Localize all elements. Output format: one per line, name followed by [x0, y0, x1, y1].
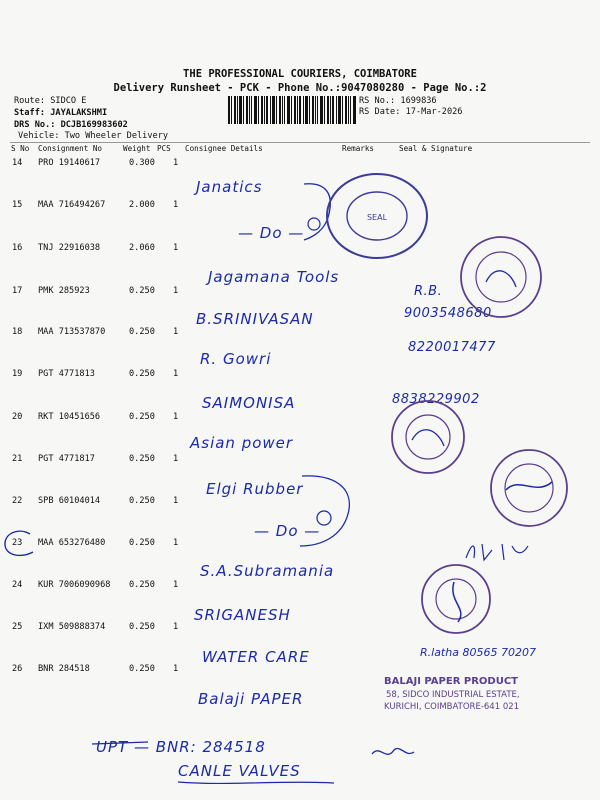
- vehicle-label: Vehicle: Two Wheeler Delivery: [18, 131, 169, 141]
- hw-phone-19: 8838229902: [392, 392, 480, 407]
- col-consignee: Consignee Details: [185, 144, 263, 153]
- hw-consignee-16: Jagamana Tools: [208, 268, 340, 286]
- hw-consignee-23: S.A.Subramania: [200, 562, 335, 580]
- row-sno: 17: [12, 286, 23, 296]
- row-weight: 0.300: [129, 158, 155, 168]
- strike-mark: [90, 736, 150, 750]
- row-consignment: BNR 284518: [38, 664, 90, 674]
- round-stamp-21: [486, 446, 572, 530]
- brace-mark-21-22: [296, 472, 356, 552]
- row-pcs: 1: [173, 622, 179, 632]
- row-sno: 19: [12, 369, 23, 379]
- col-pcs: PCS: [157, 144, 171, 153]
- hw-consignee-24: SRIGANESH: [194, 606, 291, 624]
- row-consignment: KUR 7006090968: [38, 580, 111, 590]
- runsheet-title: Delivery Runsheet - PCK - Phone No.:9047080280 - Page No.:2: [113, 82, 487, 94]
- hw-bottom-note-2: CANLE VALVES: [178, 762, 301, 780]
- row-consignment: MAA 653276480: [38, 538, 106, 548]
- hw-consignee-26: Balaji PAPER: [198, 690, 304, 708]
- row-pcs: 1: [173, 327, 179, 337]
- hw-initials: R.B.: [414, 284, 443, 299]
- row-weight: 0.250: [129, 622, 155, 632]
- row-pcs: 1: [173, 580, 179, 590]
- row-sno: 22: [12, 496, 23, 506]
- staff-label: Staff: JAYALAKSHMI: [14, 108, 108, 118]
- row-weight: 0.250: [129, 286, 155, 296]
- hw-consignee-22: — Do —: [254, 522, 321, 540]
- hw-consignee-20: Asian power: [190, 434, 294, 452]
- hw-phone-18: 8220017477: [408, 340, 496, 355]
- balaji-stamp-name: BALAJI PAPER PRODUCT: [384, 676, 518, 687]
- hw-consignee-21: Elgi Rubber: [206, 480, 304, 498]
- table-row: [0, 327, 600, 341]
- hw-consignee-18: R. Gowri: [200, 350, 272, 368]
- row-pcs: 1: [173, 496, 179, 506]
- row-pcs: 1: [173, 286, 179, 296]
- row-sno: 25: [12, 622, 23, 632]
- hw-bottom-note-1: UPT — BNR: 284518: [96, 738, 266, 756]
- row-pcs: 1: [173, 369, 179, 379]
- row-sno: 16: [12, 243, 23, 253]
- table-row: [0, 580, 600, 594]
- row-consignment: PMK 285923: [38, 286, 90, 296]
- col-consignment: Consignment No: [38, 144, 103, 153]
- barcode-graphic: [228, 96, 356, 124]
- row-consignment: PGT 4771813: [38, 369, 95, 379]
- row-pcs: 1: [173, 412, 179, 422]
- row-weight: 2.000: [129, 200, 155, 210]
- hw-receiver-25: R.latha 80565 70207: [420, 646, 536, 659]
- col-weight: Weight: [123, 144, 151, 153]
- row-sno: 15: [12, 200, 23, 210]
- hw-consignee-25: WATER CARE: [202, 648, 310, 666]
- hw-consignee-17: B.SRINIVASAN: [196, 310, 314, 328]
- table-row: [0, 412, 600, 426]
- row-sno: 21: [12, 454, 23, 464]
- row-sno: 20: [12, 412, 23, 422]
- row-weight: 0.250: [129, 454, 155, 464]
- table-row: [0, 622, 600, 636]
- drs-number: DRS No.: DCJB169983602: [14, 120, 128, 130]
- circle-mark-23: [0, 528, 40, 562]
- svg-text:SEAL: SEAL: [366, 213, 388, 222]
- hw-phone-17: 9003548680: [404, 306, 492, 321]
- row-consignment: IXM 509888374: [38, 622, 106, 632]
- row-weight: 0.250: [129, 538, 155, 548]
- row-pcs: 1: [173, 538, 179, 548]
- round-stamp-24: [418, 562, 494, 636]
- signature-bottom: [368, 740, 418, 764]
- row-consignment: TNJ 22916038: [38, 243, 101, 253]
- row-weight: 0.250: [129, 496, 155, 506]
- row-weight: 0.250: [129, 580, 155, 590]
- route-label: Route: SIDCO E: [14, 96, 87, 106]
- header-divider: [10, 142, 590, 143]
- row-weight: 0.250: [129, 664, 155, 674]
- row-weight: 0.250: [129, 412, 155, 422]
- row-weight: 0.250: [129, 369, 155, 379]
- row-weight: 2.060: [129, 243, 155, 253]
- col-seal: Seal & Signature: [399, 144, 473, 153]
- balaji-stamp-address1: 58, SIDCO INDUSTRIAL ESTATE,: [386, 690, 520, 700]
- company-title: THE PROFESSIONAL COURIERS, COIMBATORE: [183, 68, 417, 80]
- row-consignment: PGT 4771817: [38, 454, 95, 464]
- row-weight: 0.250: [129, 327, 155, 337]
- col-remarks: Remarks: [342, 144, 375, 153]
- row-sno: 26: [12, 664, 23, 674]
- rs-date: RS Date: 17-Mar-2026: [359, 107, 463, 117]
- rs-number: RS No.: 1699836: [359, 96, 437, 106]
- row-consignment: MAA 716494267: [38, 200, 106, 210]
- row-consignment: PRO 19140617: [38, 158, 101, 168]
- table-row: [0, 158, 600, 172]
- table-row: [0, 369, 600, 383]
- hw-consignee-19: SAIMONISA: [202, 394, 296, 412]
- hw-consignee-15: — Do —: [238, 224, 305, 242]
- row-sno: 14: [12, 158, 23, 168]
- row-sno: 24: [12, 580, 23, 590]
- underline-mark: [176, 778, 336, 788]
- col-sno: S No: [11, 144, 30, 153]
- signature-23: [462, 540, 532, 564]
- row-consignment: MAA 713537870: [38, 327, 106, 337]
- hw-consignee-14: Janatics: [196, 178, 263, 196]
- round-stamp-20: [388, 396, 468, 478]
- round-stamp-16: [456, 232, 546, 322]
- row-pcs: 1: [173, 158, 179, 168]
- row-pcs: 1: [173, 664, 179, 674]
- company-seal-stamp: [322, 168, 432, 264]
- row-sno: 18: [12, 327, 23, 337]
- row-pcs: 1: [173, 200, 179, 210]
- row-consignment: RKT 10451656: [38, 412, 101, 422]
- row-pcs: 1: [173, 243, 179, 253]
- row-consignment: SPB 60104014: [38, 496, 101, 506]
- balaji-stamp-address2: KURICHI, COIMBATORE-641 021: [384, 702, 520, 712]
- row-sno: 23: [12, 538, 23, 548]
- row-pcs: 1: [173, 454, 179, 464]
